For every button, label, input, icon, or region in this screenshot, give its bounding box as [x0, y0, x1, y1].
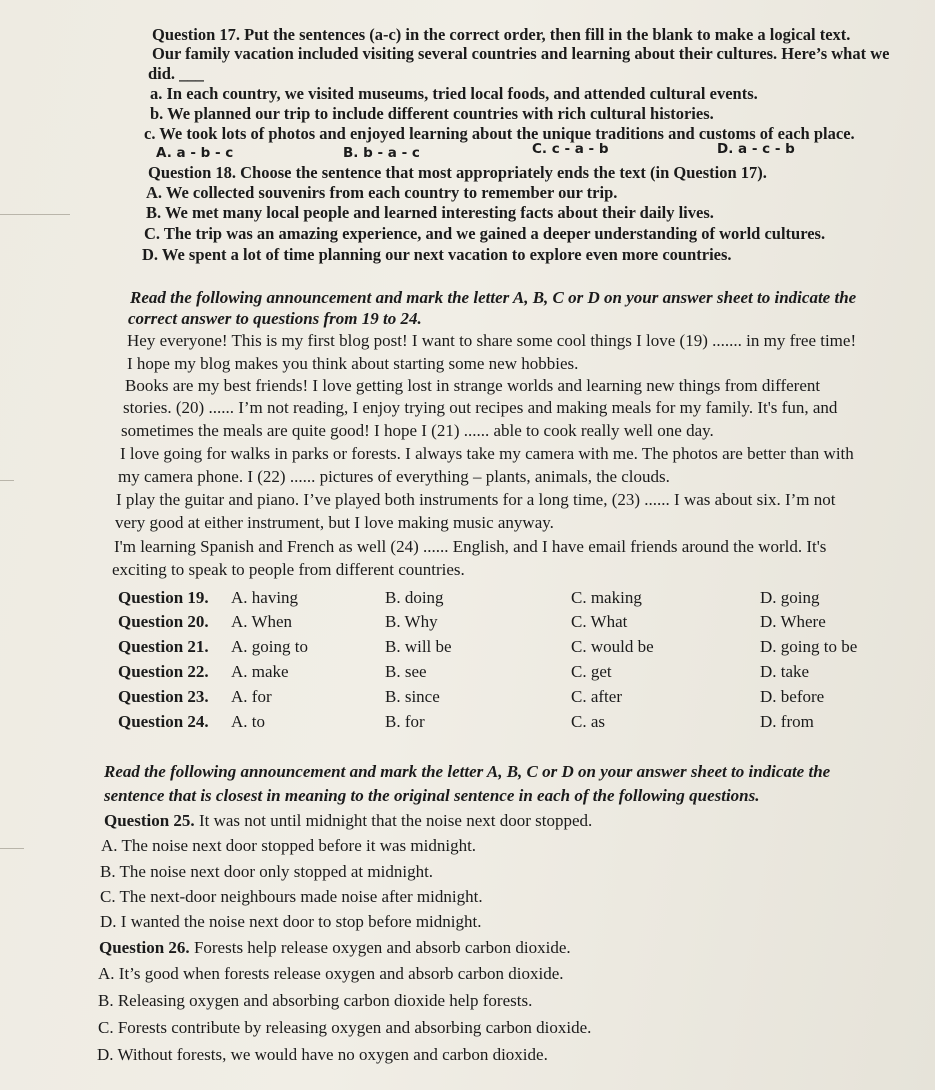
q17-heading: Question 17. Put the sentences (a-c) in the correct order, then fill in the blank to make a logical text. — [152, 25, 851, 44]
question-23-option-c[interactable]: C. after — [571, 687, 622, 706]
question-23-option-a[interactable]: A. for — [231, 687, 272, 706]
question-21-label: Question 21. — [118, 637, 209, 656]
section2-instruction-line1: Read the following announcement and mark the letter A, B, C or D on your answer sheet to indicate the — [130, 288, 857, 307]
question-24-option-c[interactable]: C. as — [571, 712, 605, 731]
passage-line: exciting to speak to people from different countries. — [112, 560, 465, 579]
section2-instruction-line2: correct answer to questions from 19 to 24. — [128, 309, 422, 328]
q25-stem-line — [104, 811, 592, 831]
question-19-option-d[interactable]: D. going — [760, 588, 820, 607]
passage-line: I love going for walks in parks or forests. I always take my camera with me. The photos are better than with — [120, 444, 854, 463]
question-24-option-a[interactable]: A. to — [231, 712, 265, 731]
passage-line: my camera phone. I (22) ...... pictures of everything – plants, animals, the clouds. — [118, 467, 670, 486]
q17-sentence-a: a. In each country, we visited museums, tried local foods, and attended cultural events. — [150, 84, 758, 103]
question-23-label: Question 23. — [118, 687, 209, 706]
q18-option-d[interactable]: D. We spent a lot of time planning our next vacation to explore even more countries. — [142, 245, 732, 264]
q18-option-b[interactable]: B. We met many local people and learned interesting facts about their daily lives. — [146, 203, 714, 222]
passage-line: I hope my blog makes you think about starting some new hobbies. — [127, 354, 579, 373]
passage-line: sometimes the meals are quite good! I hope I (21) ...... able to cook really well one day. — [121, 421, 714, 440]
q17-intro-line2: did. ___ — [148, 64, 204, 83]
question-21-option-c[interactable]: C. would be — [571, 637, 654, 656]
q25-option-b[interactable]: B. The noise next door only stopped at midnight. — [100, 862, 434, 881]
question-22-option-c[interactable]: C. get — [571, 662, 612, 681]
passage-line: Hey everyone! This is my first blog post! I want to share some cool things I love (19) ....... in my free time! — [127, 331, 857, 350]
q17-sentence-b: b. We planned our trip to include different countries with rich cultural histories. — [150, 104, 714, 123]
q26-option-d[interactable]: D. Without forests, we would have no oxygen and carbon dioxide. — [97, 1045, 548, 1064]
q17-sentence-c: c. We took lots of photos and enjoyed learning about the unique traditions and customs of each place. — [144, 124, 855, 143]
q18-heading: Question 18. Choose the sentence that most appropriately ends the text (in Question 17). — [148, 163, 767, 182]
question-20-label: Question 20. — [118, 612, 209, 631]
question-20-option-a[interactable]: A. When — [231, 612, 293, 631]
q25-stem: It was not until midnight that the noise next door stopped. — [198, 811, 593, 830]
q26-option-b[interactable]: B. Releasing oxygen and absorbing carbon dioxide help forests. — [98, 991, 533, 1010]
question-20-option-c[interactable]: C. What — [571, 612, 628, 631]
question-24-label: Question 24. — [118, 712, 209, 731]
q26-label: Question 26. — [99, 938, 190, 957]
question-19-label: Question 19. — [118, 588, 209, 607]
q25-option-a[interactable]: A. The noise next door stopped before it was midnight. — [101, 836, 477, 855]
q18-option-a[interactable]: A. We collected souvenirs from each country to remember our trip. — [146, 183, 618, 202]
question-20-option-d[interactable]: D. Where — [760, 612, 826, 631]
q17-intro-line1: Our family vacation included visiting several countries and learning about their cultures. Here’s what we — [152, 44, 890, 63]
question-21-option-d[interactable]: D. going to be — [760, 637, 858, 656]
passage-line: I play the guitar and piano. I’ve played both instruments for a long time, (23) ...... I was about six. I’m not — [116, 490, 836, 509]
page-edge-mark — [0, 480, 14, 481]
page-edge-mark — [0, 848, 24, 849]
passage-line: stories. (20) ...... I’m not reading, I enjoy trying out recipes and making meals for my family. It's fun, and — [123, 398, 838, 417]
q26-stem: Forests help release oxygen and absorb carbon dioxide. — [193, 938, 571, 957]
passage-line: very good at either instrument, but I love making music anyway. — [115, 513, 554, 532]
q26-option-a[interactable]: A. It’s good when forests release oxygen and absorb carbon dioxide. — [98, 964, 564, 983]
question-19-option-b[interactable]: B. doing — [385, 588, 444, 607]
question-24-option-d[interactable]: D. from — [760, 712, 814, 731]
question-24-option-b[interactable]: B. for — [385, 712, 425, 731]
q18-option-c[interactable]: C. The trip was an amazing experience, and we gained a deeper understanding of world cultures. — [144, 224, 826, 243]
question-22-label: Question 22. — [118, 662, 209, 681]
question-21-option-a[interactable]: A. going to — [231, 637, 308, 656]
q25-option-d[interactable]: D. I wanted the noise next door to stop before midnight. — [100, 912, 482, 931]
q26-stem-line — [99, 938, 571, 958]
section3-instruction-line1: Read the following announcement and mark the letter A, B, C or D on your answer sheet to indicate the — [104, 762, 831, 781]
section3-instruction-line2: sentence that is closest in meaning to the original sentence in each of the following questions. — [104, 786, 760, 805]
question-21-option-b[interactable]: B. will be — [385, 637, 452, 656]
q25-label: Question 25. — [104, 811, 195, 830]
passage-line: I'm learning Spanish and French as well (24) ...... English, and I have email friends around the world. It's — [114, 537, 827, 556]
q17-option-b[interactable]: B. b - a - c — [343, 145, 420, 161]
q17-option-d[interactable]: D. a - c - b — [717, 141, 795, 157]
question-22-option-a[interactable]: A. make — [231, 662, 289, 681]
question-19-option-c[interactable]: C. making — [571, 588, 642, 607]
q26-option-c[interactable]: C. Forests contribute by releasing oxygen and absorbing carbon dioxide. — [98, 1018, 592, 1037]
question-22-option-b[interactable]: B. see — [385, 662, 427, 681]
passage-line: Books are my best friends! I love getting lost in strange worlds and learning new things from different — [125, 376, 821, 395]
page-edge-mark — [0, 214, 70, 215]
question-23-option-d[interactable]: D. before — [760, 687, 825, 706]
q17-option-a[interactable]: A. a - b - c — [156, 145, 234, 161]
question-20-option-b[interactable]: B. Why — [385, 612, 438, 631]
q25-option-c[interactable]: C. The next-door neighbours made noise after midnight. — [100, 887, 483, 906]
question-19-option-a[interactable]: A. having — [231, 588, 299, 607]
question-23-option-b[interactable]: B. since — [385, 687, 440, 706]
question-22-option-d[interactable]: D. take — [760, 662, 810, 681]
q17-option-c[interactable]: C. c - a - b — [532, 141, 609, 157]
